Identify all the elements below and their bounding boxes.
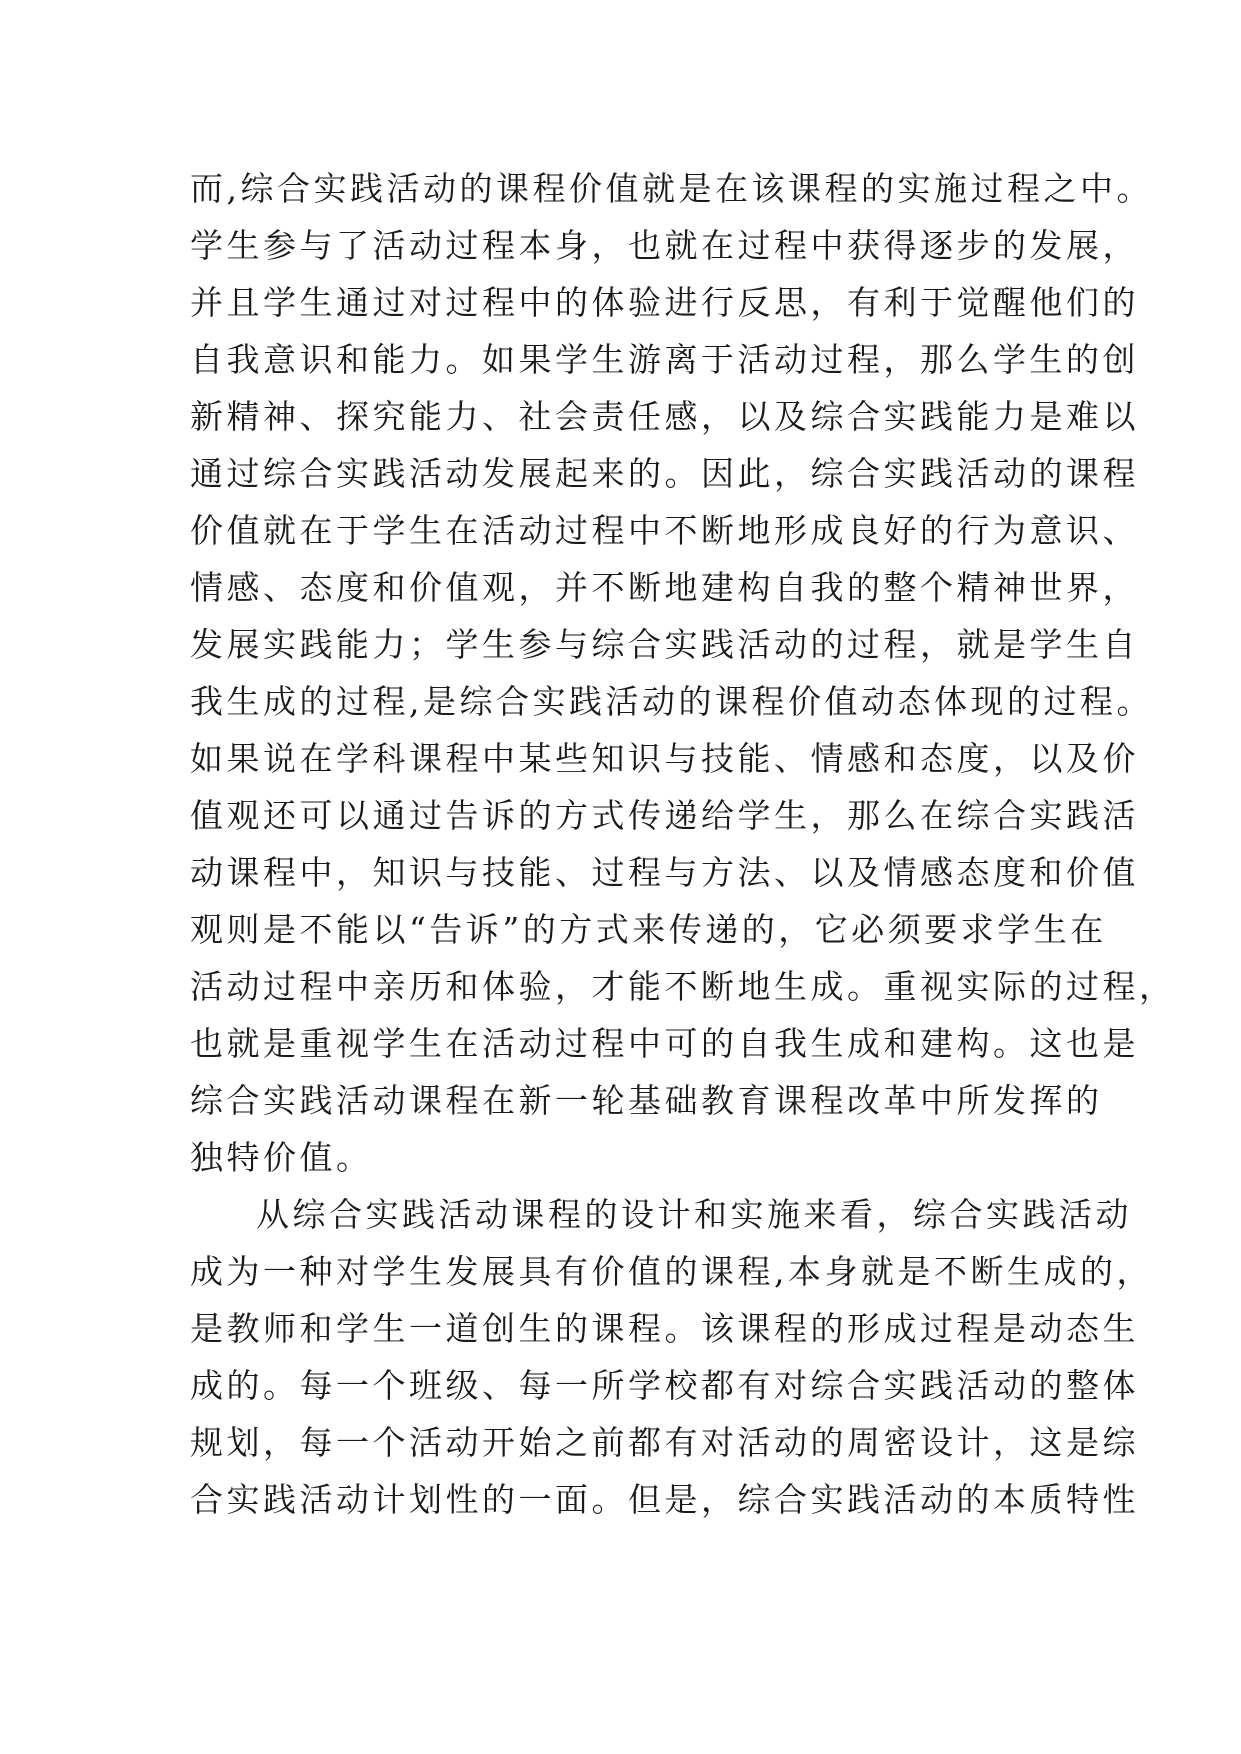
text-line: 通过综合实践活动发展起来的。因此，综合实践活动的课程 — [190, 454, 1139, 493]
text-line: 观则是不能以“告诉”的方式来传递的，它必须要求学生在 — [190, 910, 1107, 949]
text-line: 价值就在于学生在活动过程中不断地形成良好的行为意识、 — [190, 511, 1139, 550]
text-line: 成的。每一个班级、每一所学校都有对综合实践活动的整体 — [190, 1366, 1139, 1405]
text-line: 学生参与了活动过程本身，也就在过程中获得逐步的发展， — [190, 226, 1139, 265]
text-line: 成为一种对学生发展具有价值的课程,本身就是不断生成的， — [190, 1252, 1153, 1291]
body-text — [190, 160, 1176, 1528]
text-line: 新精神、探究能力、社会责任感，以及综合实践能力是难以 — [190, 397, 1139, 436]
text-line: 合实践活动计划性的一面。但是，综合实践活动的本质特性 — [190, 1480, 1139, 1519]
text-line: 值观还可以通过告诉的方式传递给学生，那么在综合实践活 — [190, 796, 1139, 835]
text-line: 也就是重视学生在活动过程中可的自我生成和建构。这也是 — [190, 1024, 1139, 1063]
text-line: 我生成的过程,是综合实践活动的课程价值动态体现的过程。 — [190, 682, 1153, 721]
text-line: 活动过程中亲历和体验，才能不断地生成。重视实际的过程， — [190, 967, 1176, 1006]
text-line: 并且学生通过对过程中的体验进行反思，有利于觉醒他们的 — [190, 283, 1139, 322]
text-line: 情感、态度和价值观，并不断地建构自我的整个精神世界， — [190, 568, 1139, 607]
text-line: 综合实践活动课程在新一轮基础教育课程改革中所发挥的 — [190, 1081, 1103, 1120]
text-line: 动课程中，知识与技能、过程与方法、以及情感态度和价值 — [190, 853, 1139, 892]
paragraph-start-line: 从综合实践活动课程的设计和实施来看，综合实践活动 — [256, 1195, 1132, 1234]
text-line: 是教师和学生一道创生的课程。该课程的形成过程是动态生 — [190, 1309, 1139, 1348]
text-line: 自我意识和能力。如果学生游离于活动过程，那么学生的创 — [190, 340, 1139, 379]
text-line: 而,综合实践活动的课程价值就是在该课程的实施过程之中。 — [190, 169, 1153, 208]
text-line: 如果说在学科课程中某些知识与技能、情感和态度，以及价 — [190, 739, 1139, 778]
text-line: 发展实践能力；学生参与综合实践活动的过程，就是学生自 — [190, 625, 1139, 664]
text-line: 独特价值。 — [190, 1138, 373, 1177]
text-line: 规划，每一个活动开始之前都有对活动的周密设计，这是综 — [190, 1423, 1139, 1462]
